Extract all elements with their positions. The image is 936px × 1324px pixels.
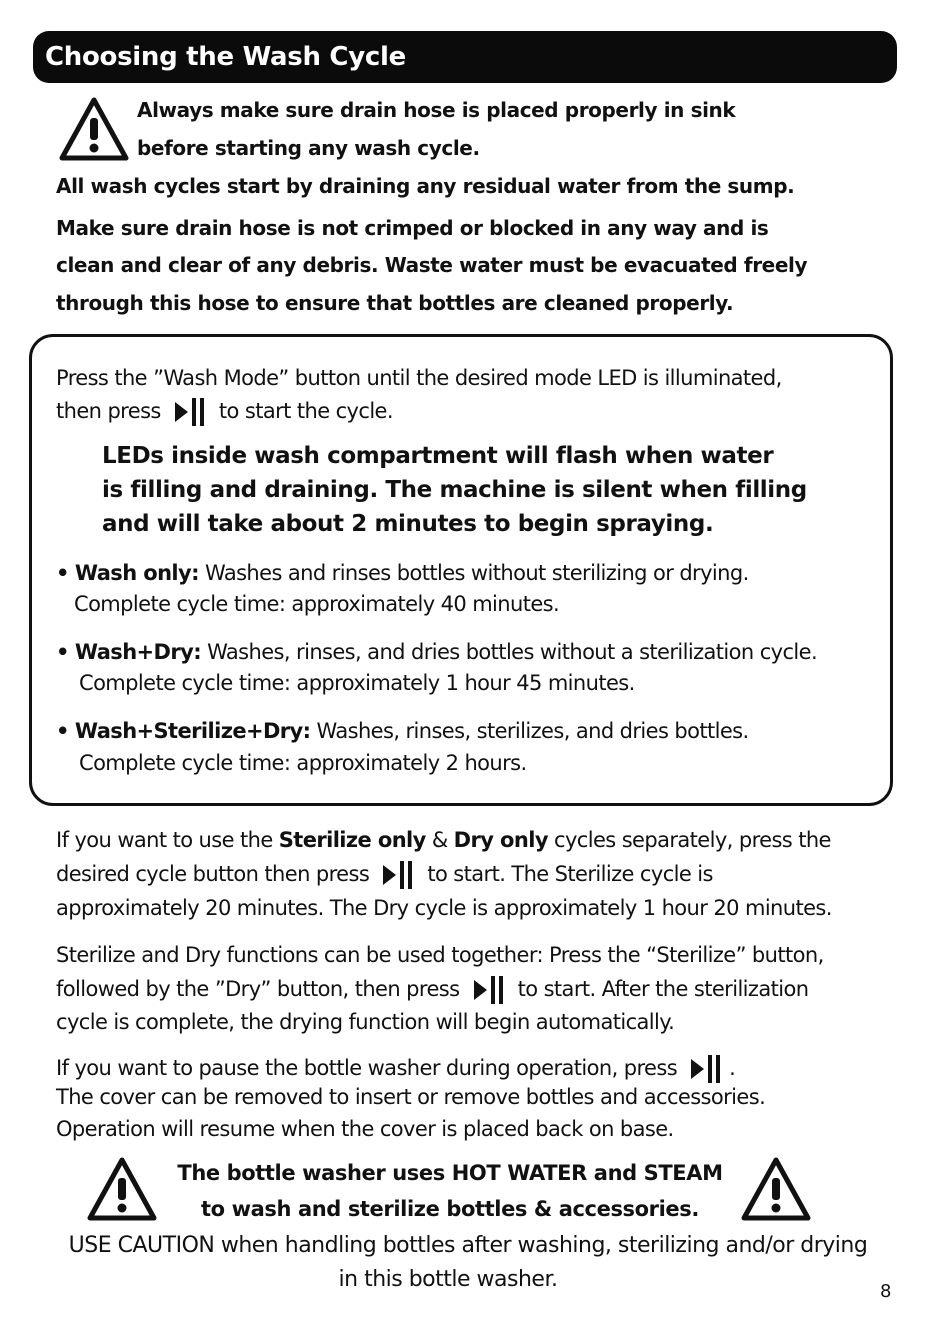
intro-line-1: All wash cycles start by draining any residual water from the sump. [56,174,795,198]
warning-triangle-icon [86,1156,158,1222]
play-pause-icon [171,396,209,428]
press-line-1: Press the ”Wash Mode” button until the desired mode LED is illuminated, [56,366,782,390]
caution-bold-line-2: to wash and sterilize bottles & accessories. [201,1197,699,1221]
mode-desc: Washes, rinses, sterilizes, and dries bottles. [316,719,749,743]
mode-wash-only-time: Complete cycle time: approximately 40 minutes. [74,592,560,616]
together-line-1: Sterilize and Dry functions can be used together: Press the “Sterilize” button, [56,943,824,967]
bullet: • [56,719,69,743]
press-line-2-a: then press [56,399,161,423]
mode-desc: Washes and rinses bottles without sterilizing or drying. [205,561,749,585]
text: & [431,828,448,852]
leds-line-2: is filling and draining. The machine is silent when filling [102,477,807,503]
leds-line-3: and will take about 2 minutes to begin spraying. [102,511,714,537]
dry-only-label: Dry only [453,828,548,852]
text: cycles separately, press the [554,828,831,852]
mode-wash-dry-time: Complete cycle time: approximately 1 hour 45 minutes. [79,671,635,695]
caution-bold-line-1: The bottle washer uses HOT WATER and STEAM [177,1161,723,1185]
text: . [729,1056,736,1080]
mode-wash-sterilize-dry [56,719,749,743]
pause-line-2: The cover can be removed to insert or remove bottles and accessories. [56,1085,766,1109]
warning-triangle-icon [740,1156,812,1222]
together-line-2 [56,974,808,1006]
mode-desc: Washes, rinses, and dries bottles without a sterilization cycle. [207,640,818,664]
text: followed by the ”Dry” button, then press [56,977,460,1001]
press-line-2-b: to start the cycle. [218,399,393,423]
text: If you want to pause the bottle washer during operation, press [56,1056,678,1080]
sterilize-dry-line-2 [56,859,713,891]
intro-line-3: clean and clear of any debris. Waste water must be evacuated freely [56,253,808,277]
play-pause-icon [379,859,417,891]
mode-name: Wash+Dry: [74,640,202,664]
pause-line-3: Operation will resume when the cover is placed back on base. [56,1117,674,1141]
mode-wash-sterilize-dry-time: Complete cycle time: approximately 2 hours. [79,751,527,775]
section-header [33,31,897,83]
play-pause-icon [470,974,508,1006]
mode-wash-only [56,561,749,585]
section-title: Choosing the Wash Cycle [45,42,406,72]
text: to start. After the sterilization [517,977,809,1001]
mode-name: Wash+Sterilize+Dry: [74,719,311,743]
warning-line-2: before starting any wash cycle. [137,136,480,160]
text: to start. The Sterilize cycle is [427,862,713,886]
warning-triangle-icon [58,96,130,162]
text: desired cycle button then press [56,862,370,886]
intro-line-2: Make sure drain hose is not crimped or blocked in any way and is [56,216,769,240]
press-line-2 [56,396,393,428]
together-line-3: cycle is complete, the drying function will begin automatically. [56,1010,675,1034]
caution-line-1: USE CAUTION when handling bottles after washing, sterilizing and/or drying [68,1233,868,1258]
sterilize-only-label: Sterilize only [278,828,426,852]
caution-line-2: in this bottle washer. [338,1267,558,1292]
mode-wash-dry [56,640,817,664]
intro-line-4: through this hose to ensure that bottles are cleaned properly. [56,291,734,315]
leds-line-1: LEDs inside wash compartment will flash when water [102,443,774,469]
bullet: • [56,640,69,664]
sterilize-dry-line-3: approximately 20 minutes. The Dry cycle is approximately 1 hour 20 minutes. [56,896,832,920]
warning-line-1: Always make sure drain hose is placed properly in sink [137,98,736,122]
page-number: 8 [880,1281,892,1302]
play-pause-icon [687,1053,725,1085]
pause-line-1 [56,1053,735,1085]
sterilize-dry-line-1 [56,828,831,852]
bullet: • [56,561,69,585]
text: If you want to use the [56,828,273,852]
mode-name: Wash only: [74,561,199,585]
